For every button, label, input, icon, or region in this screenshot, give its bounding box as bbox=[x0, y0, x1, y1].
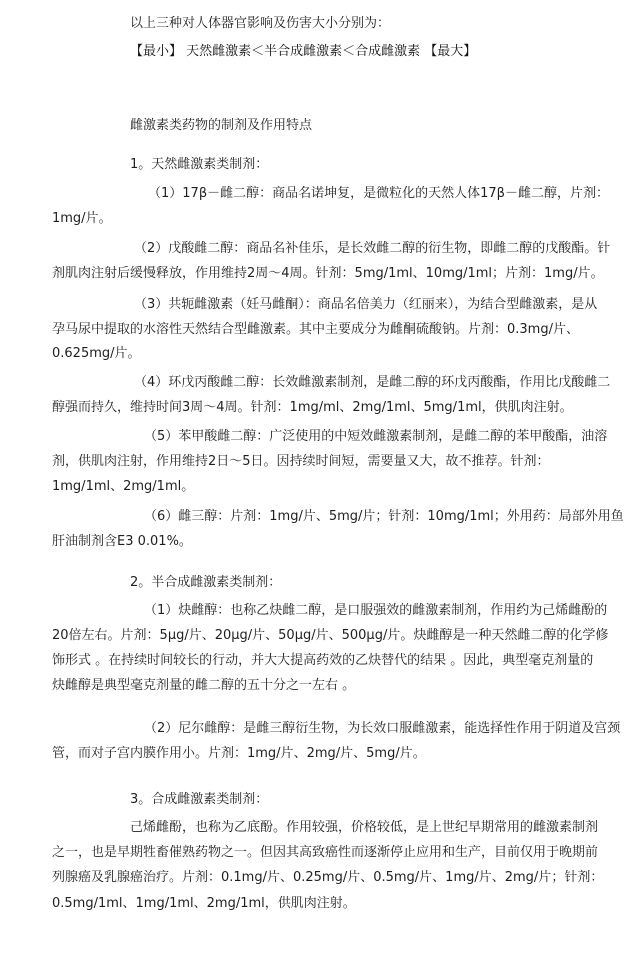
paragraph-line: 剂肌肉注射后缓慢释放，作用维持2周～4周。针剂：5mg/1ml、10mg/1ml；片剂：1mg/片。 bbox=[52, 266, 604, 281]
natural-heading: 1。天然雌激素类制剂： bbox=[130, 157, 269, 172]
intro-line: 以上三种对人体器官影响及伤害大小分别为： bbox=[130, 16, 391, 31]
paragraph-line: 肝油制剂含E3 0.01%。 bbox=[52, 534, 192, 549]
paragraph-line: 1mg/片。 bbox=[52, 211, 112, 226]
paragraph-line: 列腺癌及乳腺癌治疗。片剂：0.1mg/片、0.25mg/片、0.5mg/片、1mg/片、2mg/片；针剂： bbox=[52, 870, 604, 885]
synthetic-heading: 3。合成雌激素类制剂： bbox=[130, 792, 269, 807]
paragraph-line: 0.5mg/1ml、1mg/1ml、2mg/1ml，供肌肉注射。 bbox=[52, 896, 356, 911]
paragraph-line: （2）戊酸雌二醇：商品名补佳乐，是长效雌二醇的衍生物，即雌二醇的戊酸酯。针 bbox=[134, 241, 611, 256]
paragraph-line: （3）共轭雌激素（妊马雌酮）：商品名倍美力（红丽来），为结合型雌激素，是从 bbox=[134, 297, 598, 312]
paragraph-line: 剂，供肌肉注射，作用维持2日～5日。因持续时间短，需要量又大，故不推荐。针剂： bbox=[52, 454, 550, 469]
paragraph-line: 饰形式 。在持续时间较长的行动，并大大提高药效的乙炔替代的结果 。因此，典型毫克剂量的 bbox=[52, 653, 594, 668]
paragraph-line: （1）17β－雌二醇：商品名诺坤复，是微粒化的天然人体17β－雌二醇，片剂： bbox=[148, 186, 609, 201]
semi-heading: 2。半合成雌激素类制剂： bbox=[130, 575, 282, 590]
paragraph-line: 己烯雌酚，也称为乙底酚。作用较强，价格较低，是上世纪早期常用的雌激素制剂 bbox=[130, 820, 599, 835]
paragraph-line: 0.625mg/片。 bbox=[52, 346, 141, 361]
paragraph-line: 孕马尿中提取的水溶性天然结合型雌激素。其中主要成分为雌酮硫酸钠。片剂：0.3mg/片、 bbox=[52, 322, 579, 337]
paragraph-line: 醇强而持久，维持时间3周～4周。针剂：1mg/ml、2mg/1ml、5mg/1ml，供肌肉注射。 bbox=[52, 400, 573, 415]
paragraph-line: （2）尼尔雌醇：是雌三醇衍生物，为长效口服雌激素，能选择性作用于阴道及宫颈 bbox=[144, 721, 621, 736]
paragraph-line: （5）苯甲酸雌二醇：广泛使用的中短效雌激素制剂，是雌二醇的苯甲酸酯，油溶 bbox=[144, 429, 608, 444]
paragraph-line: （6）雌三醇：片剂：1mg/片、5mg/片；针剂：10mg/1ml；外用药：局部外用鱼 bbox=[144, 509, 624, 524]
toxicity-ranking: 【最小】 天然雌激素＜半合成雌激素＜合成雌激素 【最大】 bbox=[130, 44, 477, 59]
section-title: 雌激素类药物的制剂及作用特点 bbox=[130, 118, 313, 133]
paragraph-line: 20倍左右。片剂：5μg/片、20μg/片、50μg/片、500μg/片。炔雌醇是一种天然雌二醇的化学修 bbox=[52, 628, 609, 643]
paragraph-line: 管，而对子宫内膜作用小。片剂：1mg/片、2mg/片、5mg/片。 bbox=[52, 746, 426, 761]
paragraph-line: 之一，也是早期牲畜催熟药物之一。但因其高致癌性而逐渐停止应用和生产，目前仅用于晚期前 bbox=[52, 845, 599, 860]
paragraph-line: （4）环戊丙酸雌二醇：长效雌激素制剂，是雌二醇的环戊丙酸酯，作用比戊酸雌二 bbox=[134, 375, 611, 390]
paragraph-line: 炔雌醇是典型毫克剂量的雌二醇的五十分之一左右 。 bbox=[52, 678, 356, 693]
paragraph-line: （1）炔雌醇：也称乙炔雌二醇，是口服强效的雌激素制剂，作用约为己烯雌酚的 bbox=[144, 603, 608, 618]
paragraph-line: 1mg/1ml、2mg/1ml。 bbox=[52, 479, 195, 494]
